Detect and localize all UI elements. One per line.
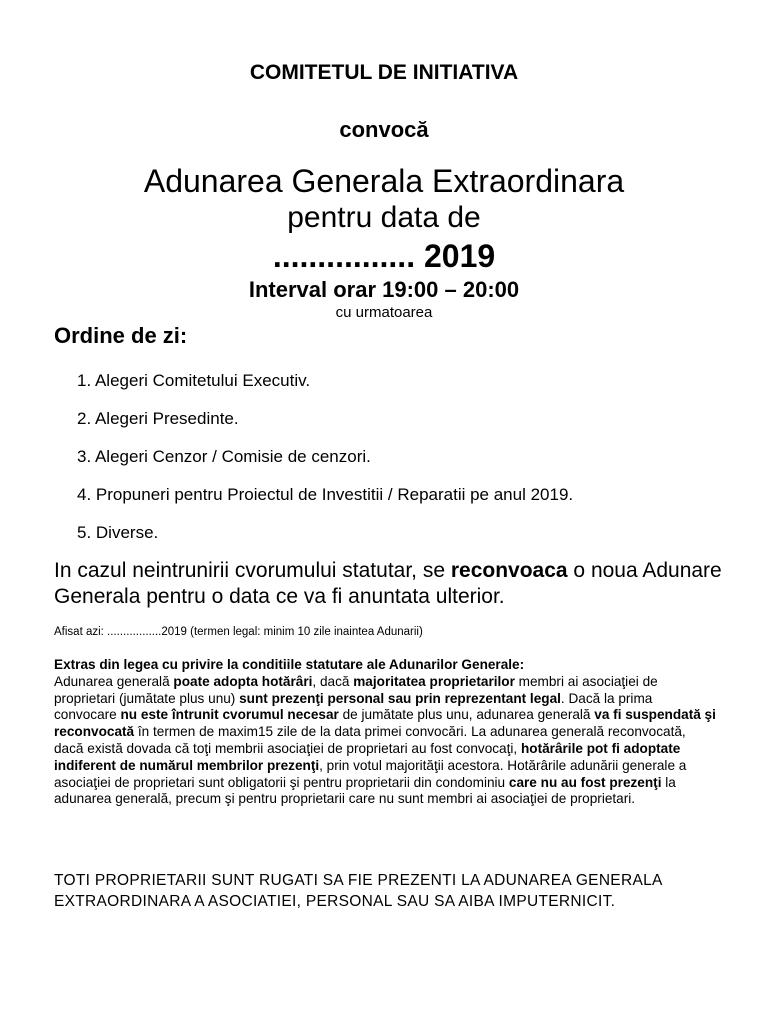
law-text: în termen de maxim15 zile de la data primei convocări. La adunarea generală reconvocată, dacă există dovada că toţi membrii asociaţiei de proprietari au fost convocaţi, (54, 724, 686, 756)
time-interval: Interval orar 19:00 – 20:00 (248, 277, 520, 302)
recall-paragraph (54, 558, 734, 610)
law-text: , prin votul majorităţii acestora. Hotărârile adunării generale a asociaţiei de proprietari sunt obligatorii şi pentru proprietarii din condominiu (54, 757, 687, 790)
posted-date-line: Afisat azi: .................2019 (termen legal: minim 10 zile inaintea Adunarii) (54, 626, 423, 638)
law-extract (54, 657, 718, 808)
agenda-item: 5. Diverse. (77, 523, 159, 542)
law-extract-body (54, 674, 718, 808)
meeting-date: ................ 2019 (272, 238, 496, 274)
agenda-item: 3. Alegeri Cenzor / Comisie de cenzori. (77, 447, 371, 466)
law-extract-title: Extras din legea cu privire la conditiile statutare ale Adunarilor Generale: (54, 657, 525, 672)
law-emphasis: care nu au fost prezenţi (508, 774, 662, 790)
law-text: . Dacă la prima convocare (54, 690, 653, 723)
agenda-item: 2. Alegeri Presedinte. (77, 409, 239, 428)
event-title: Adunarea Generala Extraordinara (143, 163, 625, 199)
law-text: de jumătate plus unu, adunarea generală (338, 707, 595, 723)
law-emphasis: poate adopta hotărâri (173, 673, 313, 689)
agenda-heading: Ordine de zi: (54, 323, 188, 348)
convoaca-heading: convocă (339, 117, 429, 142)
for-date-text: pentru data de (287, 201, 481, 234)
recall-text: o noua Adunare Generala pentru o data ce va fi anuntata ulterior. (54, 559, 722, 608)
agenda-list (77, 368, 573, 558)
law-emphasis: va fi suspendată şi reconvocată (54, 707, 716, 740)
recall-emphasis: reconvoaca (450, 559, 568, 582)
law-text: la adunarea generală, precum şi pentru proprietarii care nu sunt membri ai asociaţiei de proprietari. (54, 774, 676, 807)
law-text: Adunarea generală (54, 673, 174, 689)
committee-heading: COMITETUL DE INITIATIVA (249, 61, 519, 84)
agenda-item: 4. Propuneri pentru Proiectul de Investitii / Reparatii pe anul 2019. (77, 485, 574, 504)
following-text: cu urmatoarea (335, 304, 433, 321)
recall-text: In cazul neintrunirii cvorumului statutar, se (54, 559, 451, 582)
law-text: membri ai asociaţiei de proprietari (jumătate plus unu) (54, 673, 658, 706)
law-emphasis: sunt prezenţi personal sau prin reprezentant legal (239, 690, 561, 706)
closing-request: TOTI PROPRIETARII SUNT RUGATI SA FIE PREZENTI LA ADUNAREA GENERALA EXTRAORDINARA A ASOCIATIEI, PERSONAL SAU SA AIBA IMPUTERNICIT. (54, 872, 662, 910)
law-emphasis: majoritatea proprietarilor (353, 673, 515, 689)
law-emphasis: nu este întrunit cvorumul necesar (120, 707, 339, 723)
law-emphasis: hotărârile pot fi adoptate indiferent de numărul membrilor prezenţi (54, 740, 681, 773)
agenda-item: 1. Alegeri Comitetului Executiv. (77, 371, 311, 390)
law-text: , dacă (312, 673, 354, 689)
